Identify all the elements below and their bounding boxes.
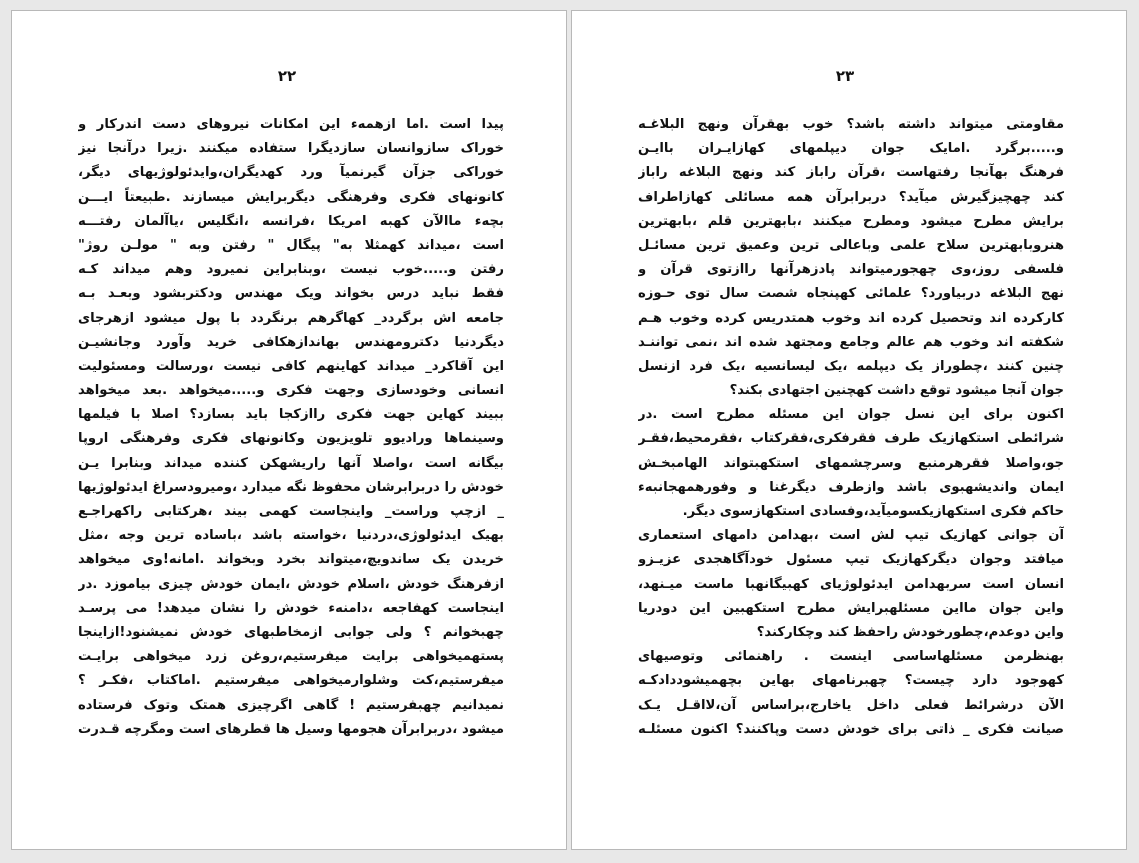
text-line: آن جوانی کهازیک تیپ لش است ،بهدامن دامهای استعماری: [638, 528, 1064, 544]
text-line: اکنون برای این نسل جوان این مسئله مطرح است .در: [638, 407, 1064, 423]
text-line: دیگردنیا دکترومهندس بهاندازهکافی خرید وآورد وجانشیـن: [78, 334, 504, 350]
text-line: انسان است سربهدامن ایدئولوژیای کهبیگانهبا ماست میـنهد،: [638, 576, 1064, 592]
text-line: وسینماها ورادیوو تلویزیون وکانونهای فکری وفرهنگی اروپا: [78, 431, 504, 447]
text-line: نمیدانیم چهبفرستیم ! گاهی اگرچیزی همتک وتوک فرستاده: [78, 697, 504, 713]
text-line: مقاومتی میتواند داشته باشد؟ خوب بهقرآن ونهج البلاغـه: [638, 117, 1064, 132]
text-line: ازفرهنگ خودش ،اسلام خودش ،ایمان خودش چیزی بیاموزد .در: [78, 576, 504, 592]
text-line: بهنظرمن مسئلهاساسی اینست . راهنمائی وتوصیهای: [638, 649, 1064, 665]
text-line: اینجاست کهفاجعه ،دامنهء خودش را نشان میدهد! می پرسـد: [78, 600, 504, 616]
text-line: ببیند کهاین جهت فکری راازکجا باید بسازد؟ اصلا با فیلمها: [78, 407, 504, 423]
text-line: رفتن و.....خوب نیست ،وبنابراین نمیرود وهم میداند کـه: [78, 262, 504, 278]
text-line: پستهمیخواهی برایت میفرستیم،روغن زرد میخواهی برایـت: [78, 649, 504, 665]
text-line: نهج البلاغه دربیاورد؟ علمائی کهپنجاه شصت سال توی حـوزه: [638, 286, 1064, 302]
text-line: بچهء ماالآن کهبه امریکا ،فرانسه ،انگلیس ،یاآلمان رفتـــه: [78, 213, 504, 229]
text-line: هنروبابهترین سلاح علمی وباعالی ترین وعمیق ترین مسائـل: [638, 237, 1064, 253]
text-line: بهیک ایدئولوژی،دردنیا ،خواسته باشد ،باساده ترین وجه ،مثل: [78, 528, 504, 544]
page-text: [78, 113, 504, 742]
text-line: الآن درشرائط فعلی داخل یاخارج،براساس آن،لااقـل یـک: [638, 697, 1064, 713]
right-page: [571, 10, 1127, 850]
text-line: چنین کنند ،چطوراز یک دیپلمه ،یک لیسانسیه ،یک فرد ازنسل: [638, 358, 1064, 374]
text-line: ایمان واندیشهبوی باشد وازطرف دیگرغنا و وفورهمهجانبهء: [638, 479, 1064, 495]
text-line: این آقاکرد_ میداند کهاینهم کافی نیست ،ورسالت ومسئولیت: [78, 358, 504, 374]
text-line: فلسفی روز،وی چهجورمیتواند پادزهرآنها راازتوی قرآن و: [638, 262, 1064, 278]
left-page: [11, 10, 567, 850]
text-line: فقط نباید درس بخواند ویک مهندس ودکتربشود وبعـد بـه: [78, 286, 504, 302]
text-line: و.....برگرد .امایک جوان دیپلمهای کهازایـران باایـن: [638, 141, 1064, 157]
text-line: میفرستیم،کت وشلوارمیخواهی میفرستیم .اماکتاب ،فکـر ؟: [78, 673, 504, 689]
text-line: میشود ،دربرابرآن هجومها وسیل ها قطرهای است ومگرچه قـدرت: [78, 721, 504, 737]
text-line: پیدا است .اما ازهمهء این امکانات نیروهای دست اندرکار و: [78, 117, 504, 132]
text-line: واین جوان مااین مسئلهبرایش مطرح استکهبین این دودریا: [638, 600, 1064, 616]
text-line: چهبخوانم ؟ ولی جوابی ازمخاطبهای خودش نمیشنود!ازاینجا: [78, 624, 504, 640]
text-line: شکفته اند وخوب هم عالم وجامع ومجتهد شده اند ،نمی تواننـد: [638, 334, 1064, 350]
text-line: انسانی وخودسازی وجهت فکری و.....میخواهد .بعد میخواهد: [78, 383, 504, 399]
text-line: کند چهچیزگیرش میآید؟ دربرابرآن همه مسائلی کهازاطراف: [638, 189, 1064, 205]
text-line: صیانت فکری _ ذاتی برای خودش دست وپاکنند؟ اکنون مسئلـه: [638, 721, 1064, 737]
text-line: واین دوعدم،چطورخودش راحفظ کند وچکارکند؟: [756, 624, 1064, 640]
text-line: حاکم فکری استکهازیکسومیآید،وفسادی استکهازسوی دیگر.: [682, 504, 1064, 519]
text-line: کارکرده اند وتحصیل کرده اند وخوب همتدریس کرده وخوب هـم: [638, 310, 1064, 326]
text-line: جوان آنجا میشود توقع داشت کهچنین اجتهادی بکند؟: [729, 383, 1064, 399]
text-line: شرائطی استکهازیک طرف فقرفکری،فقرکتاب ،فقرمحیط،فقـر: [638, 431, 1064, 447]
text-line: میافتد وجوان دیگرکهازیک تیپ مسئول خودآگاهجدی عزیـزو: [638, 552, 1064, 568]
text-line: کانونهای فکری وفرهنگی دیگربرایش میسازند .طبیعتاً ایـــن: [78, 189, 504, 205]
text-line: کهوجود دارد چیست؟ چهبرنامهای بهاین بچهمیشوددادکـه: [638, 673, 1064, 689]
text-line: خریدن یک ساندویچ،میتواند بخرد وبخواند .امانه!وی میخواهد: [78, 552, 504, 568]
text-line: _ ازچپ وراست_ واینجاست کهمی بیند ،هرکتابی راکهراجـع: [78, 504, 504, 519]
text-line: فرهنگ بهآنجا رفتهاست ،قرآن راباز کند ونهج البلاغه راباز: [638, 165, 1064, 181]
page-number: ۲۳: [835, 67, 855, 85]
text-line: خوراکی جزآن گیرنمیآ ورد کهدیگران،وایدئولوژیهای دیگر،: [78, 165, 504, 181]
text-line: خوراک سازوانسان سازدیگرا ستفاده میکنند .زیرا درآنجا نیز: [78, 141, 504, 157]
text-line: برایش مطرح میشود ومطرح میکنند ،بابهترین قلم ،بابهترین: [638, 213, 1064, 229]
text-line: خودش را دربرابرشان محفوظ نگه میدارد ،ومیرودسراغ ایدئولوژیها: [78, 479, 504, 495]
page-number: ۲۲: [277, 67, 297, 85]
text-line: جامعه اش برگردد_ کهاگرهم برنگردد با پول میشود ازهرجای: [78, 310, 504, 326]
page-text: [638, 113, 1064, 742]
text-line: جو،واصلا فقرهرمنبع وسرچشمهای استکهبتواند الهامبخـش: [638, 455, 1064, 471]
text-line: است ،میداند کهمثلا به" پیگال " رفتن وبه " مولـن روژ": [78, 237, 504, 253]
text-line: بیگانه است ،واصلا آنها راریشهکن کننده میداند وبنابرا یـن: [78, 455, 504, 471]
